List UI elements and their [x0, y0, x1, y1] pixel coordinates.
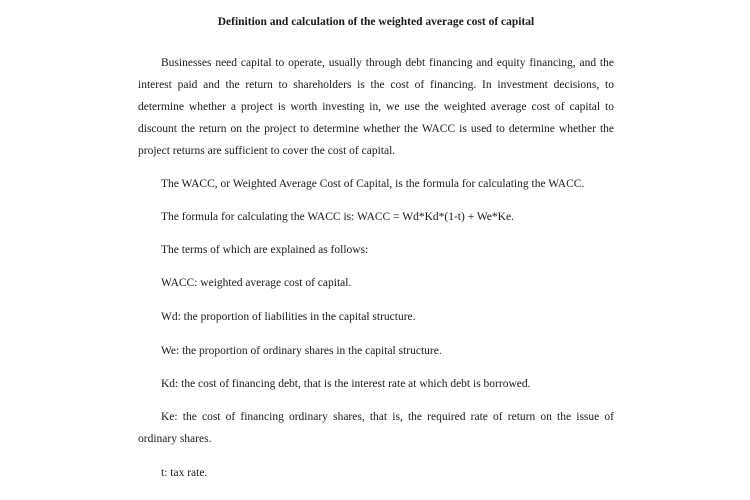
term-ke: Ke: the cost of financing ordinary shares, that is, the required rate of return on the issue of ordinary shares.: [138, 411, 614, 445]
document-title: Definition and calculation of the weighted average cost of capital: [217, 16, 535, 28]
term-kd: Kd: the cost of financing debt, that is the interest rate at which debt is borrowed.: [161, 378, 531, 390]
definition-paragraph: The WACC, or Weighted Average Cost of Capital, is the formula for calculating the WACC.: [161, 178, 585, 190]
term-wacc: WACC: weighted average cost of capital.: [161, 277, 352, 289]
term-t: t: tax rate.: [161, 467, 208, 479]
term-wd: Wd: the proportion of liabilities in the capital structure.: [161, 311, 416, 323]
term-we: We: the proportion of ordinary shares in the capital structure.: [161, 345, 442, 357]
terms-intro-paragraph: The terms of which are explained as follows:: [161, 244, 369, 256]
formula-paragraph: The formula for calculating the WACC is: WACC = Wd*Kd*(1-t) + We*Ke.: [161, 211, 514, 223]
intro-paragraph: Businesses need capital to operate, usually through debt financing and equity financing, and the interest paid and the return to shareholders is the cost of financing. In investment decisions, to determine whether a project is worth investing in, we use the weighted average cost of capital to discount the return on the project to determine whether the WACC is used to determine whether the project returns are sufficient to cover the cost of capital.: [138, 57, 614, 157]
